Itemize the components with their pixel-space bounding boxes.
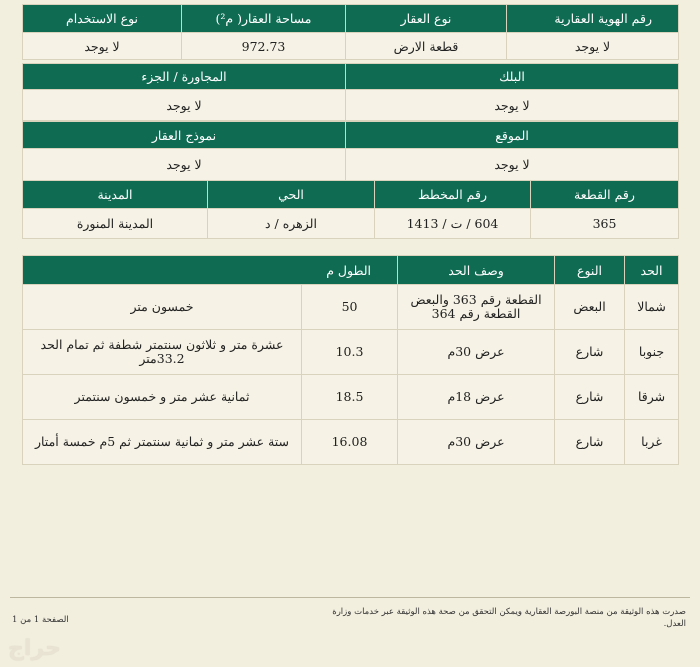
- header-side: الحد: [625, 256, 679, 285]
- boundary-length: 16.08: [302, 420, 398, 465]
- value-property-id: لا يوجد: [507, 33, 679, 60]
- boundary-side: جنوبا: [625, 330, 679, 375]
- footer-divider: [10, 597, 690, 598]
- value-location: لا يوجد: [346, 149, 679, 181]
- value-district: الزهره / د: [208, 209, 375, 239]
- plot-table: [22, 180, 679, 239]
- header-district: الحي: [208, 181, 375, 209]
- watermark-text: حراج: [8, 636, 61, 661]
- boundary-length-text: ثمانية عشر متر و خمسون سنتمتر: [23, 375, 302, 420]
- boundary-length-text: عشرة متر و ثلاثون سنتمتر شطفة ثم تمام الحد 33.2متر: [23, 330, 302, 375]
- location-table: [22, 121, 679, 181]
- page-number: الصفحة 1 من 1: [12, 615, 69, 625]
- header-neighborhood-part: المجاورة / الجزء: [23, 64, 346, 90]
- boundary-type: شارع: [555, 330, 625, 375]
- header-property-model: نموذج العقار: [23, 122, 346, 149]
- header-usage-type: نوع الاستخدام: [23, 5, 182, 33]
- boundary-length: 50: [302, 285, 398, 330]
- boundary-length: 10.3: [302, 330, 398, 375]
- header-type: النوع: [555, 256, 625, 285]
- boundary-length: 18.5: [302, 375, 398, 420]
- boundary-row-east: [23, 375, 679, 420]
- header-length: الطول م: [23, 256, 398, 285]
- header-block: البلك: [346, 64, 679, 90]
- footer-verification-note: صدرت هذه الوثيقة من منصة البورصة العقارية ويمكن التحقق من صحة هذه الوثيقة عبر خدمات وزارة العدل.: [332, 607, 686, 630]
- boundaries-table: [22, 255, 679, 465]
- value-scheme-number: 604 / ت / 1413: [375, 209, 531, 239]
- value-neighborhood-part: لا يوجد: [23, 90, 346, 121]
- boundary-type: شارع: [555, 420, 625, 465]
- boundary-description: عرض 30م: [398, 330, 555, 375]
- boundary-description: عرض 18م: [398, 375, 555, 420]
- header-property-id: رقم الهوية العقارية: [507, 5, 679, 33]
- watermark-logo: [8, 636, 94, 664]
- boundary-side: شمالا: [625, 285, 679, 330]
- value-property-type: قطعة الارض: [346, 33, 507, 60]
- header-scheme-number: رقم المخطط: [375, 181, 531, 209]
- value-usage-type: لا يوجد: [23, 33, 182, 60]
- boundary-description: عرض 30م: [398, 420, 555, 465]
- boundary-length-text: خمسون متر: [23, 285, 302, 330]
- value-property-area: 972.73: [182, 33, 346, 60]
- value-city: المدينة المنورة: [23, 209, 208, 239]
- property-summary-table: [22, 4, 679, 60]
- header-plot-number: رقم القطعة: [531, 181, 679, 209]
- block-table: [22, 63, 679, 121]
- header-property-area: مساحة العقار( م²): [182, 5, 346, 33]
- header-property-type: نوع العقار: [346, 5, 507, 33]
- value-block: لا يوجد: [346, 90, 679, 121]
- boundary-row-north: [23, 285, 679, 330]
- header-city: المدينة: [23, 181, 208, 209]
- boundary-type: شارع: [555, 375, 625, 420]
- boundary-row-south: [23, 330, 679, 375]
- header-location: الموقع: [346, 122, 679, 149]
- header-description: وصف الحد: [398, 256, 555, 285]
- boundary-type: البعض: [555, 285, 625, 330]
- boundary-row-west: [23, 420, 679, 465]
- boundary-description: القطعة رقم 363 والبعض القطعة رقم 364: [398, 285, 555, 330]
- boundary-length-text: ستة عشر متر و ثمانية سنتمتر ثم 5م خمسة أمتار: [23, 420, 302, 465]
- boundary-side: شرقا: [625, 375, 679, 420]
- boundary-side: غربا: [625, 420, 679, 465]
- value-plot-number: 365: [531, 209, 679, 239]
- value-property-model: لا يوجد: [23, 149, 346, 181]
